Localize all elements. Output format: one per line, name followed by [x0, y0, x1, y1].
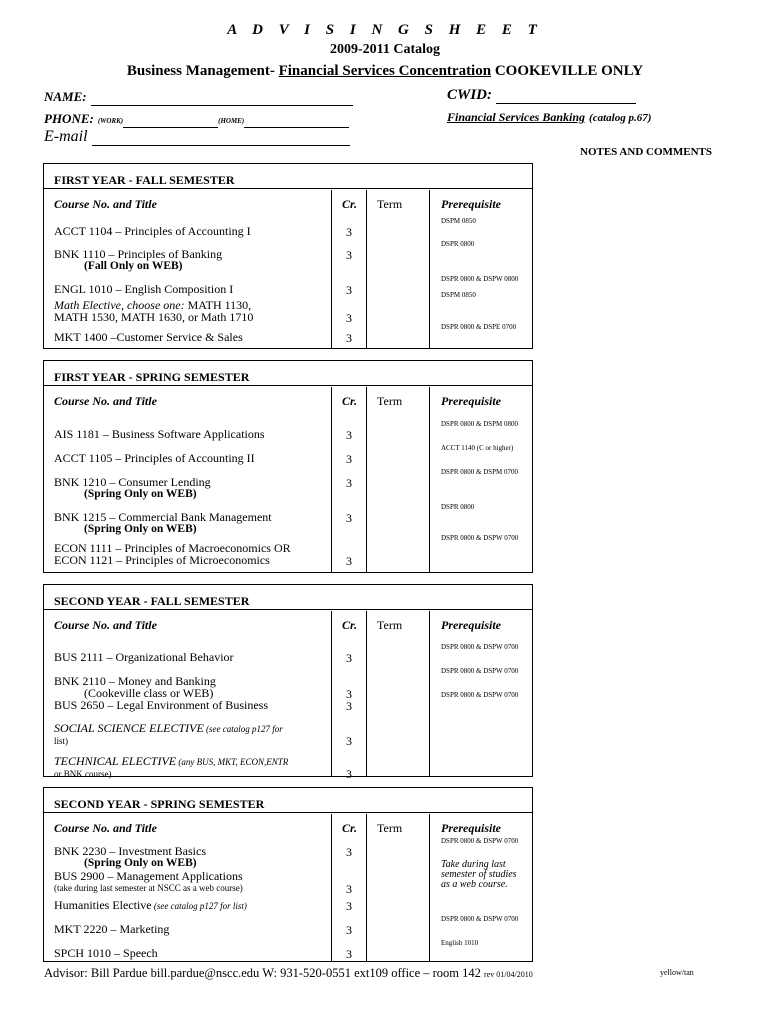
course-availability: (Spring Only on WEB)	[84, 857, 197, 869]
course-line2: MATH 1530, MATH 1630, or Math 1710	[54, 310, 254, 324]
course-availability: (Spring Only on WEB)	[84, 523, 197, 535]
course-name: MKT 2220 – Marketing	[54, 922, 170, 936]
header-term: Term	[377, 821, 403, 835]
catalog-year: 2009-2011 Catalog	[329, 42, 441, 57]
course-title	[54, 845, 206, 869]
course-credits: 3	[346, 651, 352, 665]
course-prereq-note: semester of studies	[441, 869, 517, 880]
course-name: BUS 2650 – Legal Environment of Business	[54, 698, 268, 712]
course-name: SPCH 1010 – Speech	[54, 946, 158, 960]
course-name: BNK 2110 – Money and Banking	[54, 674, 216, 688]
course-prereq: DSPR 0800	[441, 240, 475, 248]
course-prereq-note: Take during last	[441, 859, 506, 870]
column-divider	[366, 611, 367, 776]
semester-box	[43, 360, 533, 573]
program-suffix: COOKEVILLE ONLY	[491, 63, 644, 79]
cwid-label: CWID:	[447, 87, 493, 103]
column-divider	[331, 814, 332, 961]
course-prereq: DSPR 0800 & DSPM 0800	[441, 420, 519, 428]
course-name: ACCT 1104 – Principles of Accounting I	[54, 224, 251, 238]
course-title	[54, 699, 268, 711]
course-line2: list)	[54, 736, 69, 746]
course-credits: 3	[346, 311, 352, 325]
header-divider	[44, 812, 532, 813]
column-divider	[331, 611, 332, 776]
revision-date: rev 01/04/2010	[484, 970, 533, 979]
course-note: (any BUS, MKT, ECON,ENTR	[176, 757, 289, 767]
course-note: (see catalog p127 for list)	[151, 901, 247, 911]
sheet-title: A D V I S I N G S H E E T	[227, 22, 543, 38]
course-prereq: DSPR 0800 & DSPW 0700	[441, 667, 519, 675]
header-term: Term	[377, 618, 403, 632]
header-course: Course No. and Title	[54, 394, 157, 408]
course-prereq: DSPR 0800 & DSPW 0800	[441, 275, 519, 283]
course-prereq: DSPR 0800 & DSPW 0700	[441, 691, 519, 699]
column-divider	[331, 387, 332, 572]
header-credits: Cr.	[342, 821, 358, 835]
course-elective: SOCIAL SCIENCE ELECTIVE	[54, 721, 204, 735]
course-name: BNK 1110 – Principles of Banking	[54, 247, 223, 261]
course-credits: 3	[346, 882, 352, 896]
advisor-info: Advisor: Bill Pardue bill.pardue@nscc.edu W: 931-520-0551 ext109 office – room 142	[44, 966, 481, 980]
header-divider	[44, 385, 532, 386]
course-prereq: DSPM 0850	[441, 217, 476, 225]
semester-title: SECOND YEAR - FALL SEMESTER	[54, 594, 250, 608]
course-name: ACCT 1105 – Principles of Accounting II	[54, 451, 255, 465]
cwid-line[interactable]	[496, 91, 636, 104]
course-title	[54, 476, 211, 500]
header-divider	[44, 188, 532, 189]
course-title	[54, 452, 255, 464]
course-credits: 3	[346, 225, 352, 239]
semester-box	[43, 787, 533, 962]
course-credits: 3	[346, 845, 352, 859]
header-prereq: Prerequisite	[441, 821, 501, 835]
semester-box	[43, 163, 533, 349]
semester-title: FIRST YEAR - FALL SEMESTER	[54, 173, 235, 187]
column-divider	[429, 814, 430, 961]
course-credits: 3	[346, 734, 352, 748]
header-credits: Cr.	[342, 618, 358, 632]
course-name-rest: MATH 1130,	[184, 298, 252, 312]
course-credits: 3	[346, 428, 352, 442]
course-prereq: English 1010	[441, 939, 479, 947]
course-credits: 3	[346, 923, 352, 937]
fsb-field	[447, 108, 651, 126]
course-credits: 3	[346, 554, 352, 568]
course-name: BNK 1215 – Commercial Bank Management	[54, 510, 272, 524]
course-title	[54, 428, 265, 440]
course-prereq-note: as a web course.	[441, 879, 508, 890]
semester-title: FIRST YEAR - SPRING SEMESTER	[54, 370, 250, 384]
course-title	[54, 947, 158, 959]
course-credits: 3	[346, 476, 352, 490]
course-name: Humanities Elective	[54, 898, 152, 912]
course-name: ECON 1111 – Principles of Macroeconomics OR	[54, 541, 291, 555]
course-title	[54, 923, 169, 935]
column-divider	[366, 814, 367, 961]
course-title	[54, 511, 272, 535]
course-prereq: DSPR 0800 & DSPE 0700	[441, 323, 517, 331]
course-name: AIS 1181 – Business Software Applications	[54, 427, 265, 441]
semester-title: SECOND YEAR - SPRING SEMESTER	[54, 797, 265, 811]
program-concentration: Financial Services Concentration	[278, 63, 492, 79]
course-credits: 3	[346, 248, 352, 262]
course-title	[54, 331, 243, 343]
course-name: BNK 1210 – Consumer Lending	[54, 475, 211, 489]
course-prereq: ACCT 1140 (C or higher)	[441, 444, 514, 452]
course-credits: 3	[346, 899, 352, 913]
course-prereq: DSPR 0800 & DSPW 0700	[441, 534, 519, 542]
column-divider	[366, 190, 367, 348]
name-line[interactable]	[91, 93, 353, 106]
course-availability: (Fall Only on WEB)	[84, 260, 183, 272]
header-prereq: Prerequisite	[441, 197, 501, 211]
course-name: MKT 1400 –Customer Service & Sales	[54, 330, 243, 344]
column-divider	[429, 387, 430, 572]
advisor-footer	[44, 966, 533, 981]
course-credits: 3	[346, 283, 352, 297]
course-credits: 3	[346, 699, 352, 713]
course-credits: 3	[346, 511, 352, 525]
course-credits: 3	[346, 452, 352, 466]
course-title	[54, 899, 247, 912]
course-prereq: DSPR 0800	[441, 503, 475, 511]
course-prereq: DSPR 0800 & DSPM 0700	[441, 468, 519, 476]
course-title	[54, 248, 222, 272]
course-name: BUS 2111 – Organizational Behavior	[54, 650, 234, 664]
notes-label: NOTES AND COMMENTS	[580, 146, 713, 158]
name-field[interactable]	[44, 88, 353, 106]
course-name: ENGL 1010 – English Composition I	[54, 282, 234, 296]
course-credits: 3	[346, 767, 352, 781]
course-title	[54, 651, 234, 663]
phone-home-line[interactable]	[244, 115, 349, 128]
course-prereq: DSPR 0800 & DSPW 0700	[441, 643, 519, 651]
course-note: (see catalog p127 for	[203, 724, 283, 734]
course-title	[54, 675, 216, 699]
course-credits: 3	[346, 947, 352, 961]
course-prereq: DSPR 0800 & DSPW 0700	[441, 837, 519, 845]
paper-color: yellow/tan	[660, 968, 694, 977]
header-credits: Cr.	[342, 394, 358, 408]
phone-label: PHONE:	[44, 111, 94, 126]
course-elective: TECHNICAL ELECTIVE	[54, 754, 177, 768]
course-prereq: DSPR 0800 & DSPW 0700	[441, 915, 519, 923]
header-course: Course No. and Title	[54, 821, 157, 835]
phone-home-label: (HOME)	[218, 117, 245, 125]
column-divider	[429, 190, 430, 348]
fsb-note: (catalog p.67)	[589, 112, 652, 124]
header-course: Course No. and Title	[54, 618, 157, 632]
header-divider	[44, 609, 532, 610]
course-availability: (Spring Only on WEB)	[84, 488, 197, 500]
cwid-field[interactable]	[447, 86, 636, 104]
header-credits: Cr.	[342, 197, 358, 211]
email-field[interactable]	[44, 128, 350, 146]
course-title	[54, 755, 288, 780]
course-name: BUS 2900 – Management Applications	[54, 869, 243, 883]
course-title	[54, 225, 251, 237]
email-line[interactable]	[92, 133, 350, 146]
name-label: NAME:	[44, 89, 87, 104]
course-line2: ECON 1121 – Principles of Microeconomics	[54, 553, 270, 567]
course-title	[54, 542, 291, 566]
column-divider	[366, 387, 367, 572]
program-title	[0, 63, 770, 80]
course-title	[54, 283, 233, 295]
course-title	[54, 299, 253, 323]
phone-work-label: (WORK)	[97, 117, 124, 125]
course-line2: (take during last semester at NSCC as a web course)	[54, 883, 243, 893]
semester-box	[43, 584, 533, 781]
column-divider	[429, 611, 430, 776]
course-title	[54, 722, 283, 747]
course-credits: 3	[346, 331, 352, 345]
course-line2: (Cookeville class or WEB)	[84, 686, 214, 700]
program-prefix: Business Management-	[126, 63, 279, 79]
course-title	[54, 870, 243, 894]
header-term: Term	[377, 394, 403, 408]
email-label: E-mail	[44, 128, 88, 145]
course-credits: 3	[346, 687, 352, 701]
header-course: Course No. and Title	[54, 197, 157, 211]
course-prereq: DSPM 0850	[441, 291, 476, 299]
course-line2: or BNK course)	[54, 769, 112, 779]
course-name: BNK 2230 – Investment Basics	[54, 844, 206, 858]
header-term: Term	[377, 197, 403, 211]
header-prereq: Prerequisite	[441, 394, 501, 408]
column-divider	[331, 190, 332, 348]
header-prereq: Prerequisite	[441, 618, 501, 632]
phone-work-line[interactable]	[123, 115, 218, 128]
fsb-label: Financial Services Banking	[447, 110, 586, 124]
phone-field[interactable]	[44, 110, 349, 128]
course-elective: Math Elective, choose one:	[54, 298, 185, 312]
